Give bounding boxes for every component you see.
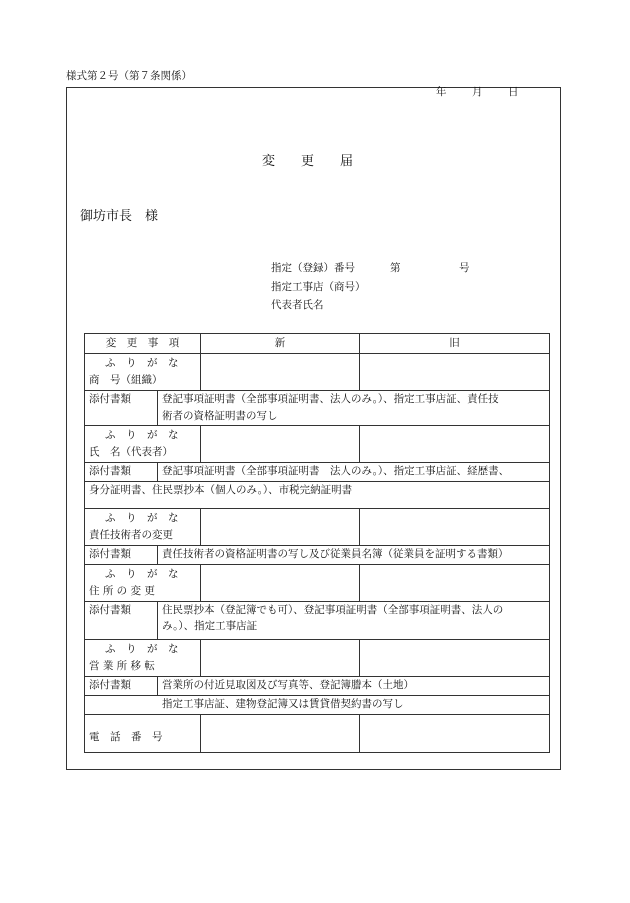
office-label: 営 業 所 移 転: [89, 659, 155, 672]
furigana-label: ふ り が な: [105, 511, 179, 524]
attach-text: 登記事項証明書（全部事項証明書 法人のみ。）、指定工事店証、経歴書、: [158, 462, 550, 481]
furigana-label: ふ り が な: [105, 428, 179, 441]
attach-text: 指定工事店証、建物登記簿又は賃貸借契約書の写し: [85, 695, 550, 714]
furigana-label: ふ り が な: [105, 642, 179, 655]
phone-new-field[interactable]: [201, 714, 360, 752]
office-old-field[interactable]: [360, 639, 550, 676]
table-row-name-attach: [85, 462, 550, 481]
phone-old-field[interactable]: [360, 714, 550, 752]
furigana-label: ふ り が な: [105, 567, 179, 580]
table-row-address: [85, 564, 550, 601]
attach-label: 添付書類: [85, 462, 158, 481]
office-new-field[interactable]: [201, 639, 360, 676]
form-number: 様式第２号（第７条関係）: [66, 70, 192, 82]
change-items-table: [84, 333, 550, 753]
table-row-office-attach-cont: [85, 695, 550, 714]
designation-go: 号: [459, 262, 470, 274]
attach-label: 添付書類: [85, 391, 158, 426]
representative-label: 代表者氏名: [271, 299, 324, 311]
name-old-field[interactable]: [360, 425, 550, 462]
addressee: 御坊市長 様: [80, 209, 159, 224]
table-row-address-attach: [85, 601, 550, 639]
table-row-engineer: [85, 508, 550, 545]
attach-label: 添付書類: [85, 676, 158, 695]
date-year: 年: [436, 86, 447, 98]
address-old-field[interactable]: [360, 564, 550, 601]
engineer-new-field[interactable]: [201, 508, 360, 545]
engineer-old-field[interactable]: [360, 508, 550, 545]
date-month: 月: [472, 86, 483, 98]
phone-label: 電 話 番 号: [85, 714, 201, 752]
name-label: 氏 名（代表者）: [89, 445, 173, 458]
attach-text: 術者の資格証明書の写し: [162, 409, 278, 422]
table-row-trade-name-attach: [85, 391, 550, 426]
table-row-engineer-attach: [85, 545, 550, 564]
col-old-header: 旧: [360, 334, 550, 354]
col-item-header: 変 更 事 項: [85, 334, 201, 354]
trade-name-new-field[interactable]: [201, 354, 360, 391]
trade-name-label: 商 号（組織）: [89, 374, 163, 386]
address-label: 住 所 の 変 更: [89, 584, 155, 597]
table-header-row: [85, 334, 550, 354]
attach-text: 住民票抄本（登記簿でも可）、登記事項証明書（全部事項証明書、法人の: [162, 603, 504, 616]
furigana-label: ふ り が な: [105, 357, 179, 370]
attach-text: 登記事項証明書（全部事項証明書、法人のみ。）、指定工事店証、責任技: [162, 393, 499, 405]
designation-dai: 第: [390, 262, 401, 274]
address-new-field[interactable]: [201, 564, 360, 601]
table-row-name: [85, 425, 550, 462]
date-day: 日: [508, 86, 519, 98]
col-new-header: 新: [201, 334, 360, 354]
attach-text: み。）、指定工事店証: [162, 620, 258, 633]
name-new-field[interactable]: [201, 425, 360, 462]
contractor-label: 指定工事店（商号）: [271, 281, 366, 293]
table-row-office: [85, 639, 550, 676]
document-title: 変 更 届: [262, 154, 354, 169]
attach-text: 身分証明書、住民票抄本（個人のみ。）、市税完納証明書: [85, 481, 550, 508]
table-row-phone: [85, 714, 550, 752]
attach-label: 添付書類: [85, 545, 158, 564]
attach-label: 添付書類: [85, 601, 158, 639]
attach-text: 営業所の付近見取図及び写真等、登記簿謄本（土地）: [158, 676, 550, 695]
designation-number-label: 指定（登録）番号: [271, 262, 355, 274]
table-row-trade-name: [85, 354, 550, 391]
trade-name-old-field[interactable]: [360, 354, 550, 391]
attach-text: 責任技術者の資格証明書の写し及び従業員名簿（従業員を証明する書類）: [158, 545, 550, 564]
engineer-label: 責任技術者の変更: [89, 528, 173, 541]
table-row-office-attach: [85, 676, 550, 695]
table-row-name-attach-cont: [85, 481, 550, 508]
